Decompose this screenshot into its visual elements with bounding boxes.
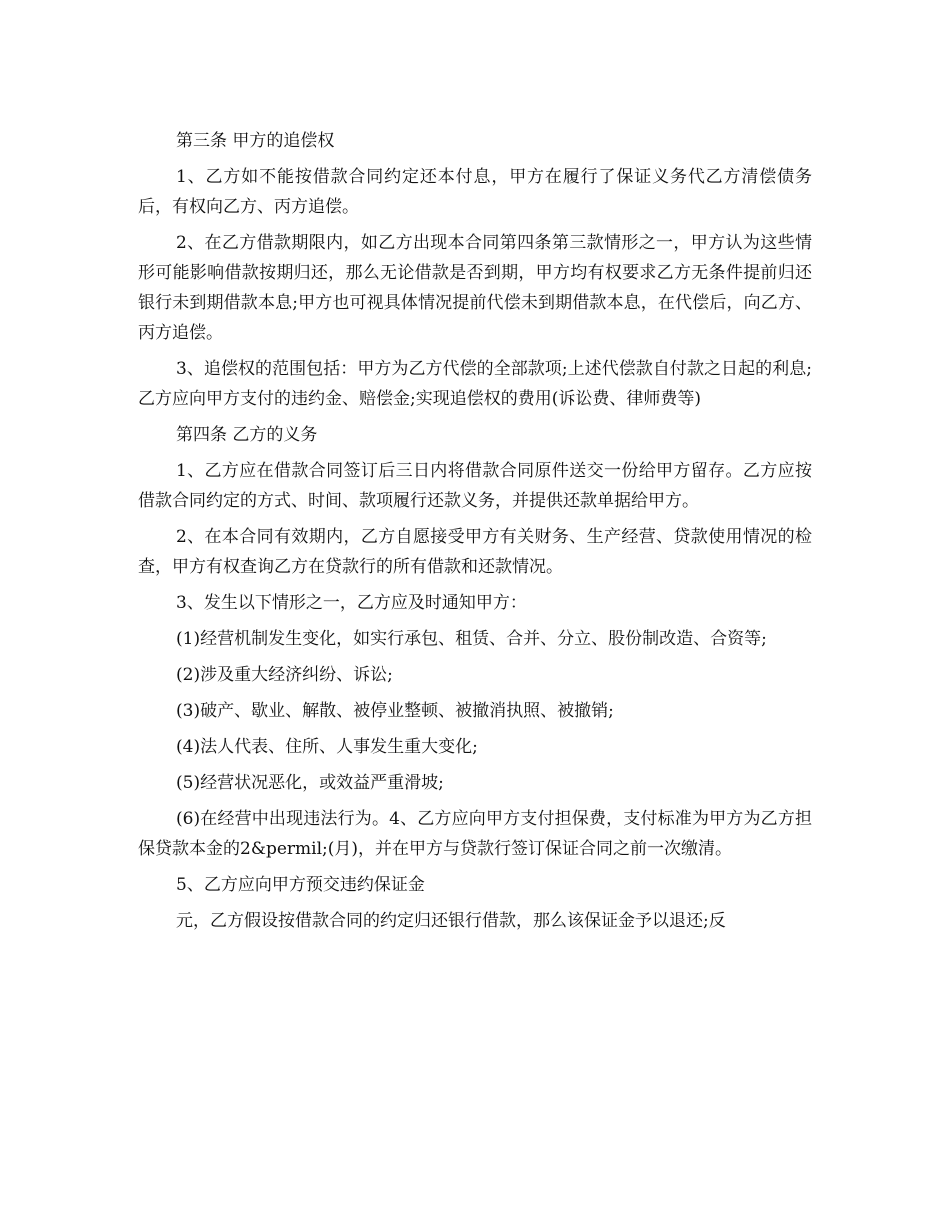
article-3-clause-1: 1、乙方如不能按借款合同约定还本付息，甲方在履行了保证义务代乙方清偿债务后，有权向乙方、丙方追偿。 xyxy=(138,167,812,217)
article-4-clause-1: 1、乙方应在借款合同签订后三日内将借款合同原件送交一份给甲方留存。乙方应按借款合同约定的方式、时间、款项履行还款义务，并提供还款单据给甲方。 xyxy=(138,461,812,511)
article-4-item-1: (1)经营机制发生变化，如实行承包、租赁、合并、分立、股份制改造、合资等; xyxy=(176,629,767,649)
article-4-clause-5: 5、乙方应向甲方预交违约保证金 xyxy=(176,875,425,895)
article-4-item-2: (2)涉及重大经济纠纷、诉讼; xyxy=(176,665,393,685)
article-3-clause-2: 2、在乙方借款期限内，如乙方出现本合同第四条第三款情形之一，甲方认为这些情形可能影响借款按期归还，那么无论借款是否到期，甲方均有权要求乙方无条件提前归还银行未到期借款本息;甲方也可视具体情况提前代偿未到期借款本息，在代偿后，向乙方、丙方追偿。 xyxy=(138,233,812,343)
article-3-heading: 第三条 甲方的追偿权 xyxy=(176,131,335,151)
document-page xyxy=(138,126,812,942)
article-4-clause-3: 3、发生以下情形之一，乙方应及时通知甲方： xyxy=(176,593,527,613)
article-4-clause-5-continued: 元，乙方假设按借款合同的约定归还银行借款，那么该保证金予以退还;反 xyxy=(176,911,726,931)
article-4-clause-2: 2、在本合同有效期内，乙方自愿接受甲方有关财务、生产经营、贷款使用情况的检查，甲方有权查询乙方在贷款行的所有借款和还款情况。 xyxy=(138,527,812,577)
article-4-item-6: (6)在经营中出现违法行为。4、乙方应向甲方支付担保费，支付标准为甲方为乙方担保贷款本金的2&permil;(月)，并在甲方与贷款行签订保证合同之前一次缴清。 xyxy=(138,809,812,859)
article-3-clause-3: 3、追偿权的范围包括：甲方为乙方代偿的全部款项;上述代偿款自付款之日起的利息;乙方应向甲方支付的违约金、赔偿金;实现追偿权的费用(诉讼费、律师费等) xyxy=(138,359,812,409)
article-4-item-4: (4)法人代表、住所、人事发生重大变化; xyxy=(176,737,478,757)
article-4-heading: 第四条 乙方的义务 xyxy=(176,425,318,445)
article-4-item-3: (3)破产、歇业、解散、被停业整顿、被撤消执照、被撤销; xyxy=(176,701,614,721)
article-4-item-5: (5)经营状况恶化，或效益严重滑坡; xyxy=(176,773,444,793)
